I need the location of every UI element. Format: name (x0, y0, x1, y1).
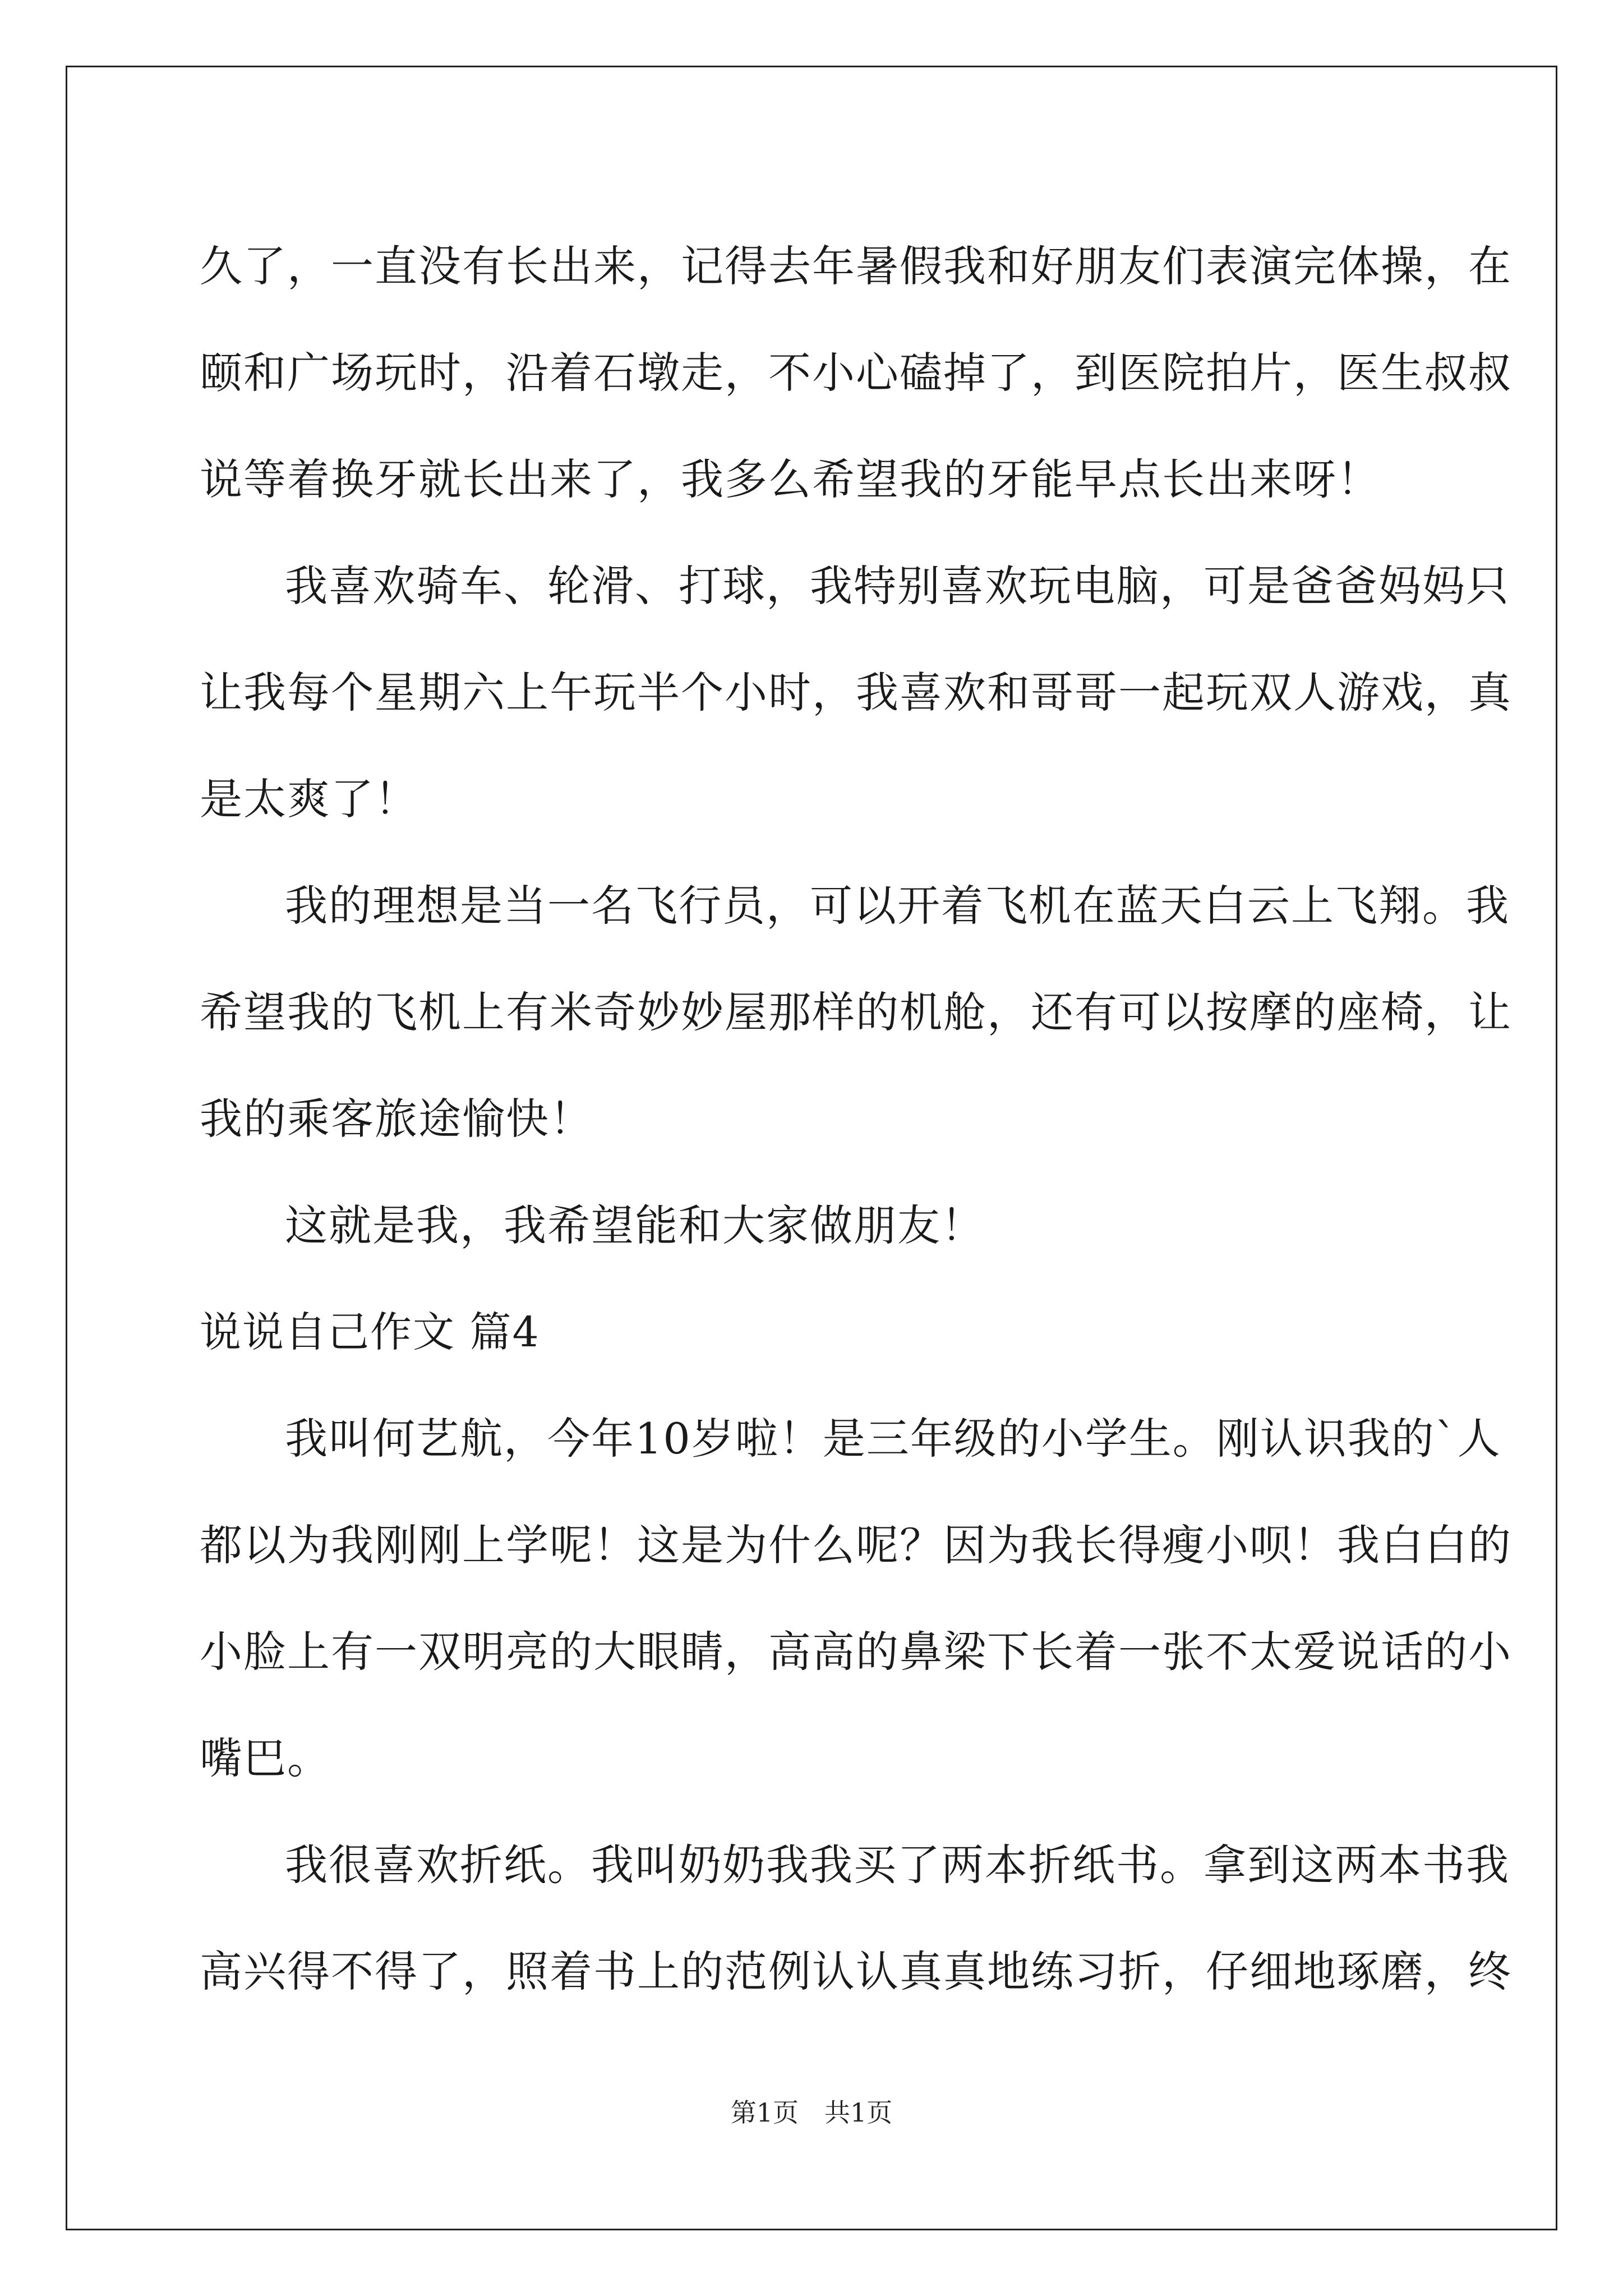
text-line: 我的乘客旅途愉快！ (200, 1094, 593, 1144)
text-line: 这就是我，我希望能和大家做朋友！ (285, 1200, 985, 1250)
text-line: 希望我的飞机上有米奇妙妙屋那样的机舱，还有可以按摩的座椅，让 (200, 987, 1512, 1037)
text-line: 嘴巴。 (200, 1733, 331, 1783)
text-line: 都以为我刚刚上学呢！这是为什么呢？因为我长得瘦小呗！我白白的 (200, 1520, 1512, 1570)
text-line: 是太爽了！ (200, 774, 418, 824)
text-line: 让我每个星期六上午玩半个小时，我喜欢和哥哥一起玩双人游戏，真 (200, 668, 1512, 717)
text-line: 久了，一直没有长出来，记得去年暑假我和好朋友们表演完体操，在 (200, 241, 1512, 291)
text-line: 我很喜欢折纸。我叫奶奶我我买了两本折纸书。拿到这两本书我 (285, 1840, 1510, 1890)
text-line: 我的理想是当一名飞行员，可以开着飞机在蓝天白云上飞翔。我 (285, 881, 1510, 931)
document-body (200, 213, 1512, 2025)
text-line: 小脸上有一双明亮的大眼睛，高高的鼻梁下长着一张不太爱说话的小 (200, 1627, 1512, 1677)
text-line: 高兴得不得了，照着书上的范例认认真真地练习折，仔细地琢磨，终 (200, 1947, 1512, 1996)
text-line: 颐和广场玩时，沿着石墩走，不小心磕掉了，到医院拍片，医生叔叔 (200, 348, 1512, 398)
page-footer: 第1页 共1页 (730, 2097, 893, 2128)
text-line: 我喜欢骑车、轮滑、打球，我特别喜欢玩电脑，可是爸爸妈妈只 (285, 561, 1510, 611)
text-line: 说等着换牙就长出来了，我多么希望我的牙能早点长出来呀！ (200, 454, 1381, 504)
section-heading: 说说自己作文 篇4 (200, 1308, 540, 1356)
text-line: 我叫何艺航，今年10岁啦！是三年级的小学生。刚认识我的`人 (285, 1414, 1501, 1464)
